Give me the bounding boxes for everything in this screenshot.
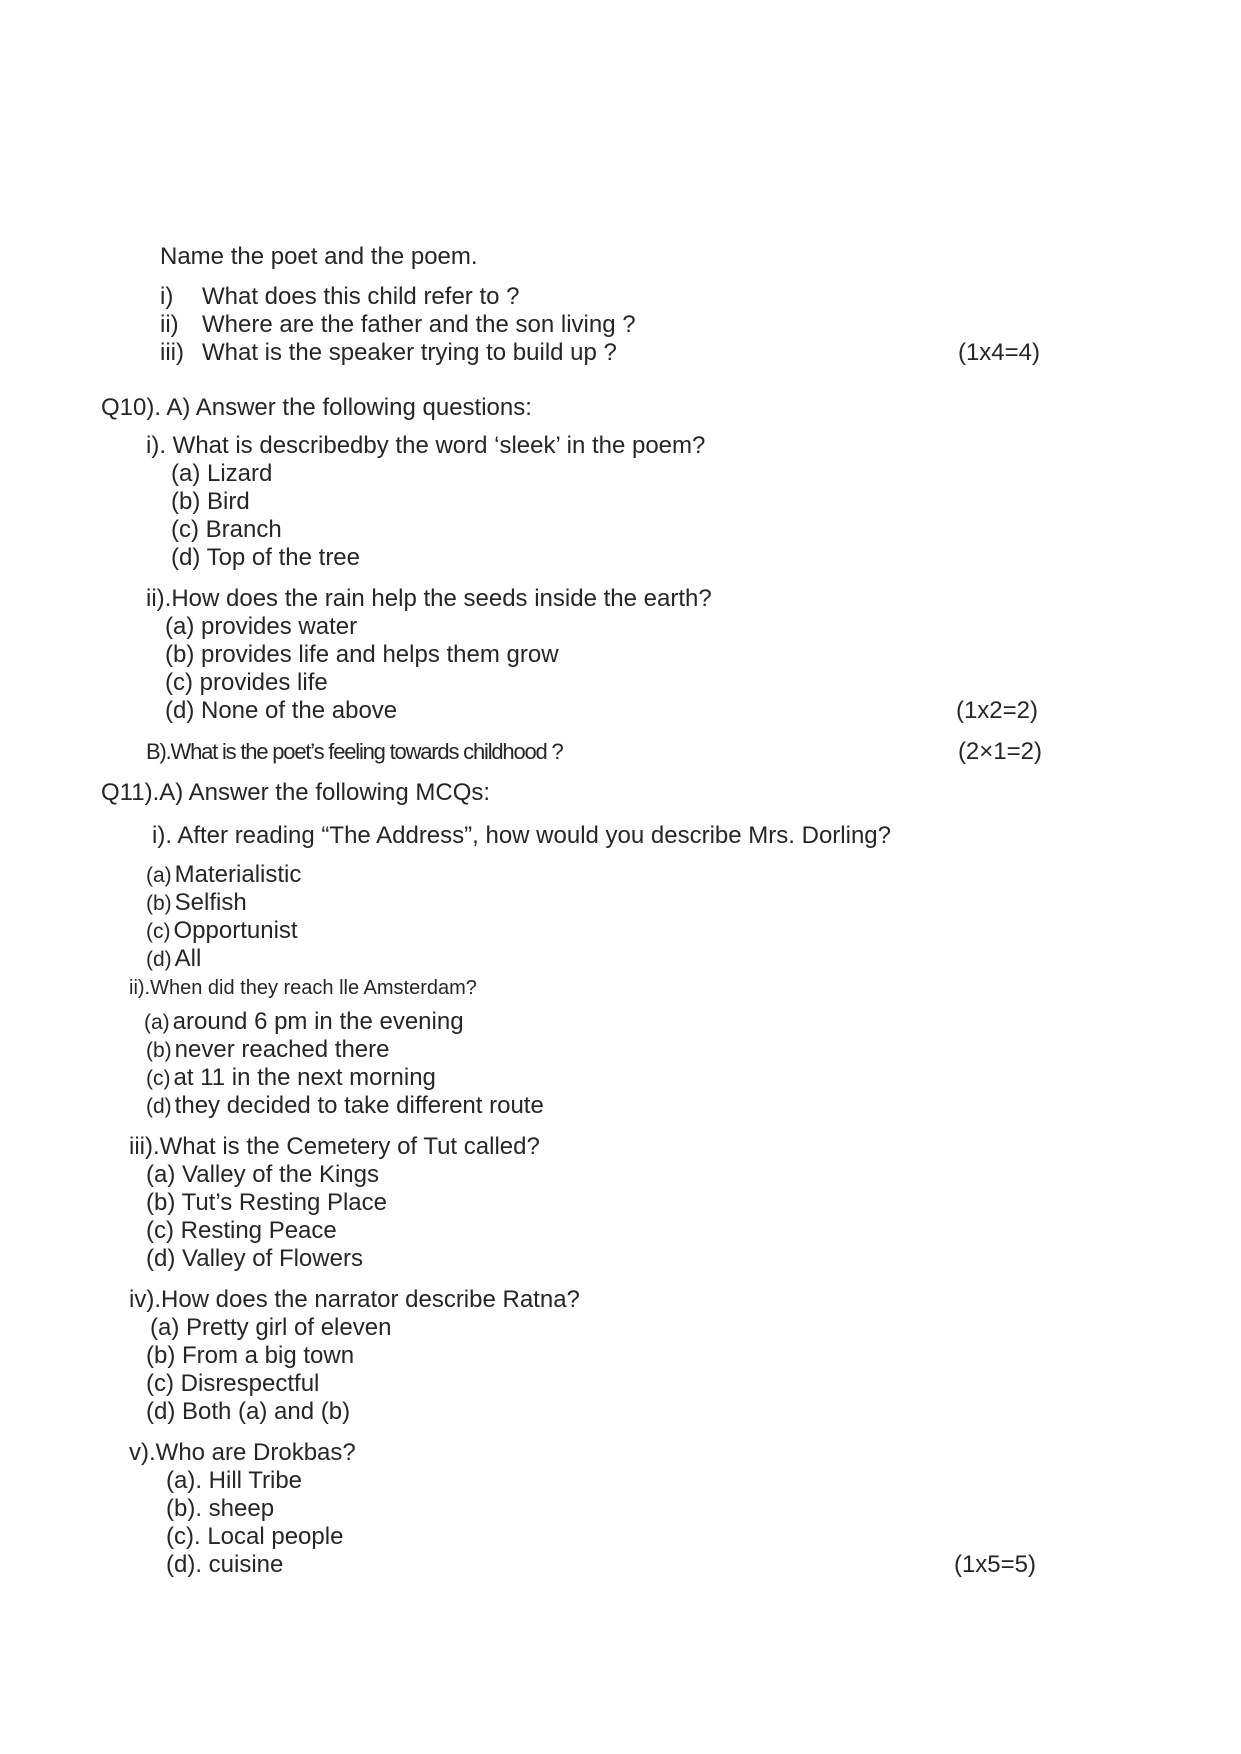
q11-option: (a) Valley of the Kings (146, 1161, 380, 1188)
q10-marks-b: (2×1=2) (957, 738, 1042, 765)
q11-option: (b) Tut’s Resting Place (146, 1189, 387, 1216)
q10-part-b: B).What is the poet’s feeling towards childhood ? (146, 739, 563, 764)
q11-question: i). After reading “The Address”, how would you describe Mrs. Dorling? (152, 822, 891, 849)
q11-option-label: (c) (146, 1067, 171, 1090)
q11-option (146, 1064, 436, 1093)
q9-item-num: i) (160, 283, 174, 310)
q11-option-label: (a) (144, 1011, 170, 1034)
q11-option-text: All (174, 945, 202, 972)
q11-option: (c) Resting Peace (146, 1217, 337, 1244)
q11-option-label: (d) (146, 1095, 172, 1118)
q11-option-label: (d) (146, 948, 172, 971)
q11-option-text: at 11 in the next morning (173, 1064, 436, 1091)
q11-option-label: (c) (146, 920, 171, 943)
q10-question: i). What is describedby the word ‘sleek’ in the poem? (146, 432, 706, 459)
q11-option (146, 917, 298, 946)
q9-marks: (1x4=4) (957, 339, 1040, 366)
q10-option: (a) Lizard (171, 460, 273, 487)
q11-option (144, 1008, 464, 1037)
q10-option: (d) None of the above (165, 697, 398, 724)
q11-option-label: (a) (146, 864, 172, 887)
q11-option-text: Materialistic (174, 861, 302, 888)
q9-item-num: ii) (160, 311, 179, 338)
q10-marks-a: (1x2=2) (955, 697, 1038, 724)
q10-option: (b) provides life and helps them grow (165, 641, 559, 668)
q10-question: ii).How does the rain help the seeds inside the earth? (146, 585, 712, 612)
q11-option: (d) Both (a) and (b) (146, 1398, 351, 1425)
q11-option-text: they decided to take different route (174, 1092, 544, 1119)
q11-option (146, 1092, 544, 1121)
q10-option: (b) Bird (171, 488, 250, 515)
q11-option: (c) Disrespectful (146, 1370, 320, 1397)
q11-option (146, 945, 201, 974)
q11-option (146, 861, 301, 890)
q11-option: (b) From a big town (146, 1342, 355, 1369)
q10-option: (c) Branch (171, 516, 282, 543)
q11-option: (a) Pretty girl of eleven (150, 1314, 392, 1341)
q10-heading: Q10). A) Answer the following questions: (101, 394, 532, 421)
q11-option-text: around 6 pm in the evening (172, 1008, 464, 1035)
q11-option-text: never reached there (174, 1036, 390, 1063)
q11-marks: (1x5=5) (953, 1551, 1036, 1578)
q10-option: (d) Top of the tree (171, 544, 360, 571)
q10-option: (a) provides water (165, 613, 358, 640)
q11-option: (d). cuisine (166, 1551, 284, 1578)
q9-item-text: Where are the father and the son living ? (202, 311, 636, 338)
q11-option-label: (b) (146, 892, 172, 915)
poem-prompt: Name the poet and the poem. (160, 243, 478, 270)
q11-option-text: Selfish (174, 889, 247, 916)
q9-item-text: What is the speaker trying to build up ? (202, 339, 617, 366)
q11-question: ii).When did they reach lle Amsterdam? (129, 977, 477, 999)
q11-option: (a). Hill Tribe (166, 1467, 303, 1494)
q11-option: (b). sheep (166, 1495, 275, 1522)
q11-question: iv).How does the narrator describe Ratna? (129, 1286, 580, 1313)
q11-question: v).Who are Drokbas? (129, 1439, 356, 1466)
q11-option-text: Opportunist (173, 917, 298, 944)
q11-option: (d) Valley of Flowers (146, 1245, 363, 1272)
q11-option: (c). Local people (166, 1523, 344, 1550)
q9-item-num: iii) (160, 339, 184, 366)
q11-heading: Q11).A) Answer the following MCQs: (101, 779, 491, 806)
q11-option (146, 1036, 389, 1065)
q11-option (146, 889, 247, 918)
q10-option: (c) provides life (165, 669, 328, 696)
q11-option-label: (b) (146, 1039, 172, 1062)
q11-question: iii).What is the Cemetery of Tut called? (129, 1133, 540, 1160)
q9-item-text: What does this child refer to ? (202, 283, 520, 310)
